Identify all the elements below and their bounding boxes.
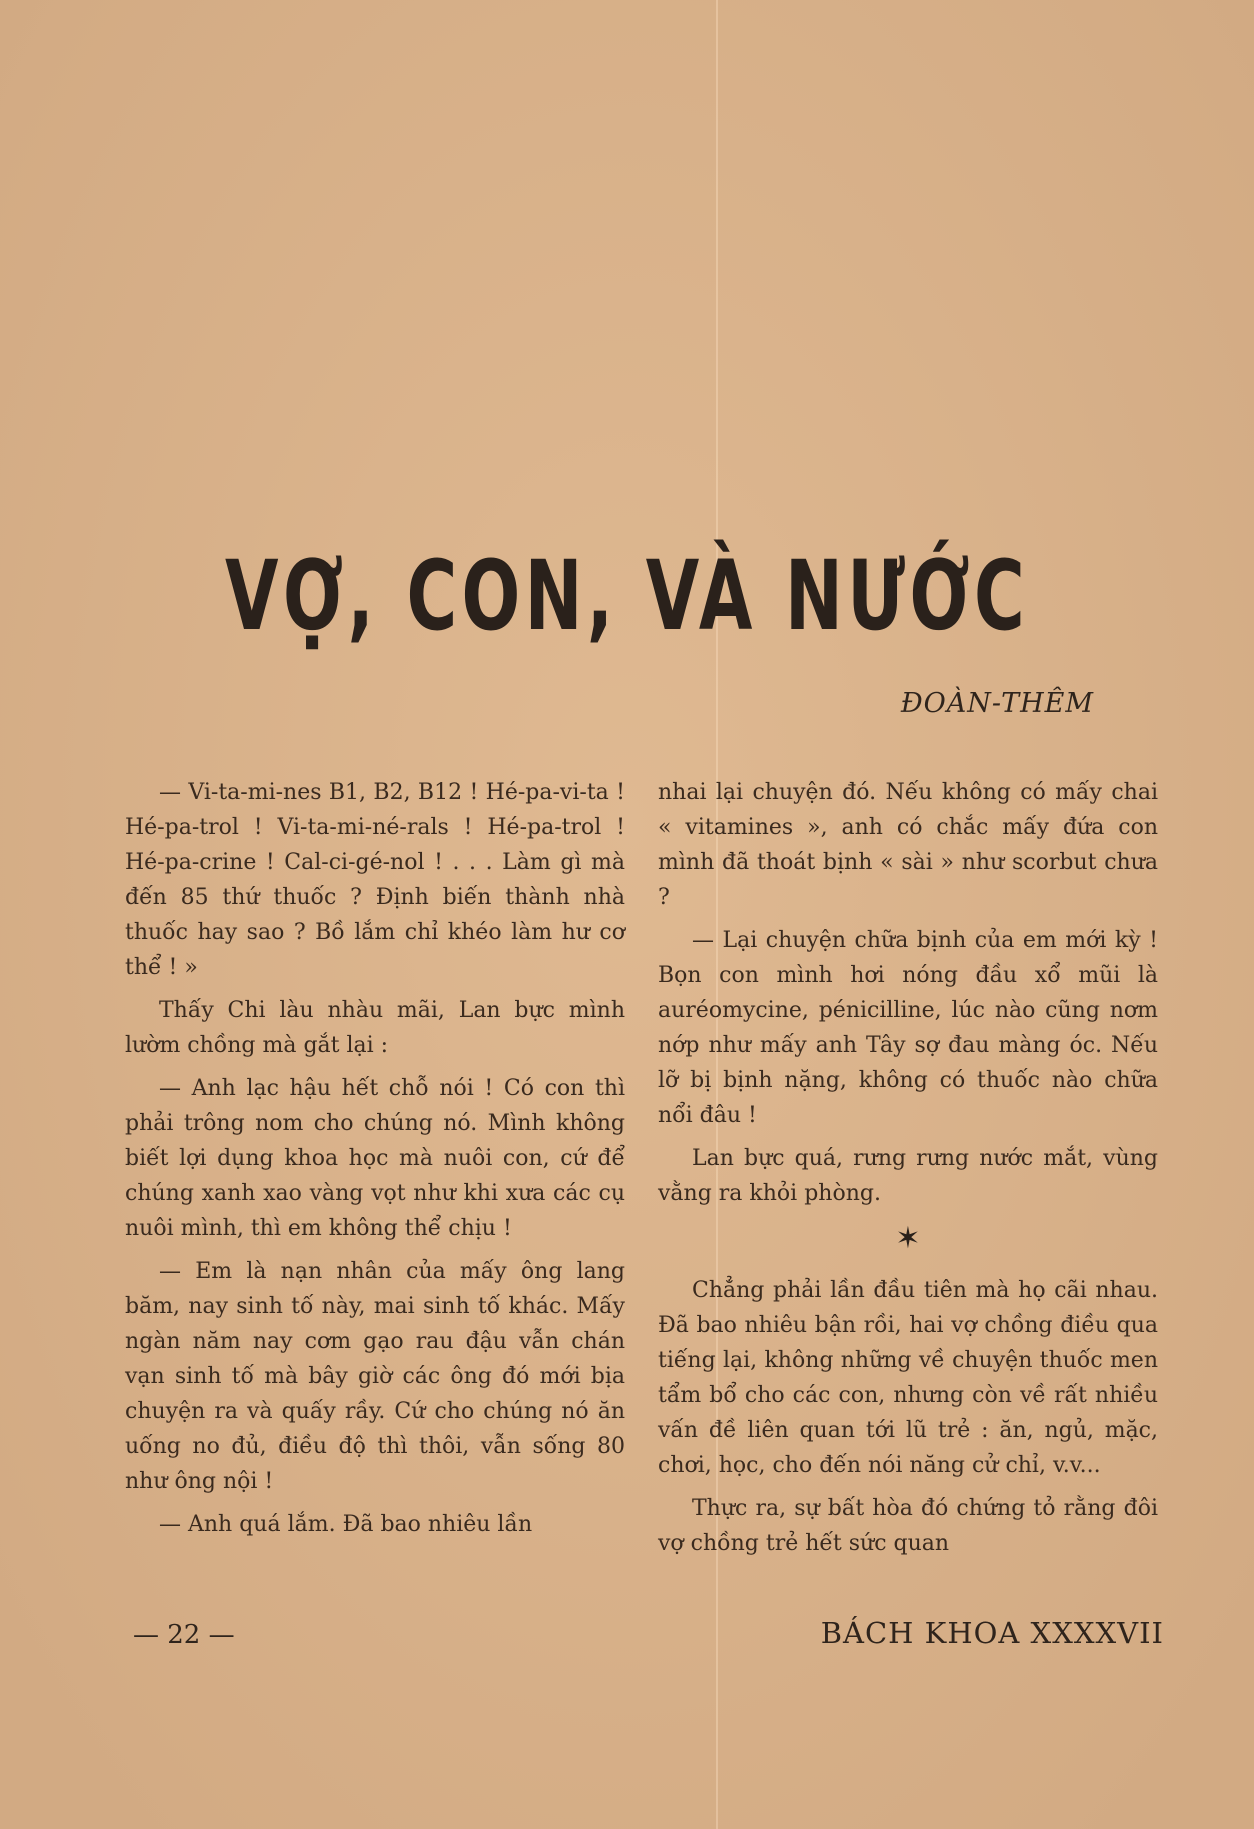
paragraph: Thấy Chi làu nhàu mãi, Lan bực mình lườm chồng mà gắt lại : <box>125 998 625 1058</box>
article-author: ĐOÀN-THÊM <box>900 688 1094 719</box>
paragraph: Thực ra, sự bất hòa đó chứng tỏ rằng đôi vợ chồng trẻ hết sức quan <box>658 1496 1158 1556</box>
paragraph: nhai lại chuyện đó. Nếu không có mấy chai « vitamines », anh có chắc mấy đứa con mình đã thoát bịnh « sài » như scorbut chưa ? <box>658 780 1158 910</box>
section-separator-icon: ✶ <box>895 1221 921 1256</box>
paragraph: — Vi-ta-mi-nes B1, B2, B12 ! Hé-pa-vi-ta ! Hé-pa-trol ! Vi-ta-mi-né-rals ! Hé-pa-trol ! Hé-pa-crine ! Cal-ci-gé-nol ! . . . Làm gì mà đến 85 thứ thuốc ? Định biến thành nhà thuốc hay sao ? Bồ lắm chỉ khéo làm hư cơ thể ! » <box>125 780 625 980</box>
paragraph: — Anh quá lắm. Đã bao nhiêu lần <box>159 1512 533 1537</box>
left-column <box>125 775 625 1550</box>
paragraph: — Anh lạc hậu hết chỗ nói ! Có con thì phải trông nom cho chúng nó. Mình không biết lợi dụng khoa học mà nuôi con, cứ để chúng xanh xao vàng vọt như khi xưa các cụ nuôi mình, thì em không thể chịu ! <box>125 1076 625 1241</box>
paragraph: — Em là nạn nhân của mấy ông lang băm, nay sinh tố này, mai sinh tố khác. Mấy ngàn năm nay cơm gạo rau đậu vẫn chán vạn sinh tố mà bây giờ các ông đó mới bịa chuyện ra và quấy rầy. Cứ cho chúng nó ăn uống no đủ, điều độ thì thôi, vẫn sống 80 như ông nội ! <box>125 1259 625 1494</box>
page-number: — 22 — <box>133 1620 235 1650</box>
paragraph: Chẳng phải lần đầu tiên mà họ cãi nhau. Đã bao nhiêu bận rồi, hai vợ chồng điều qua tiếng lại, không những về chuyện thuốc men tẩm bổ cho các con, nhưng còn về rất nhiều vấn đề liên quan tới lũ trẻ : ăn, ngủ, mặc, chơi, học, cho đến nói năng cử chỉ, v.v... <box>658 1278 1158 1478</box>
journal-name: BÁCH KHOA XXXXVII <box>820 1616 1164 1650</box>
paragraph: — Lại chuyện chữa bịnh của em mới kỳ ! Bọn con mình hơi nóng đầu xổ mũi là auréomycine, pénicilline, lúc nào cũng nơm nớp như mấy anh Tây sợ đau màng óc. Nếu lỡ bị bịnh nặng, không có thuốc nào chữa nổi đâu ! <box>658 928 1158 1128</box>
paragraph: Lan bực quá, rưng rưng nước mắt, vùng vằng ra khỏi phòng. <box>658 1146 1158 1206</box>
right-column <box>658 775 1158 1569</box>
article-title: VỢ, CON, VÀ NƯỚC <box>224 540 1030 652</box>
